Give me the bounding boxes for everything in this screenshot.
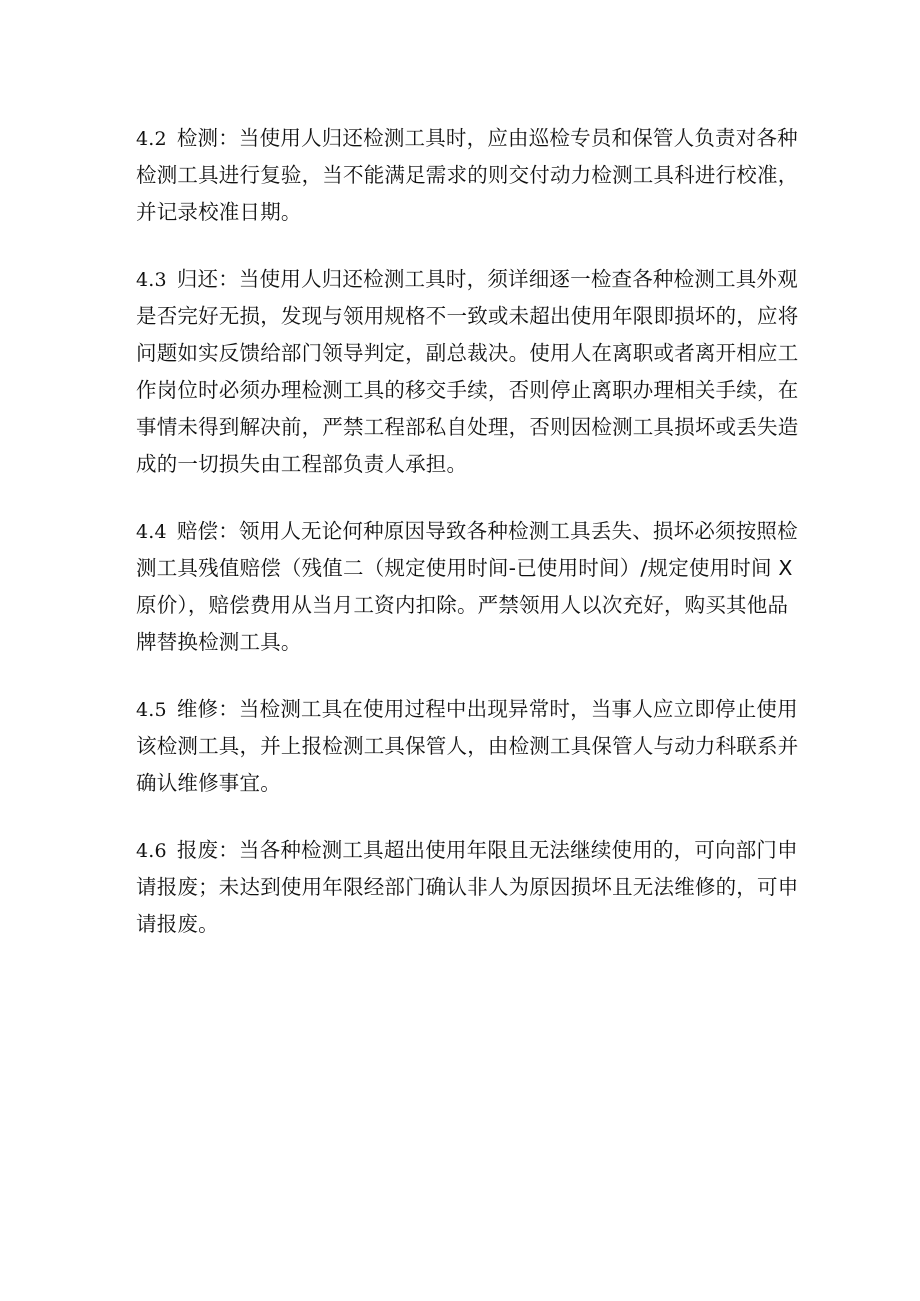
section-line: 请报废。 bbox=[136, 912, 219, 936]
section-line: 成的一切损失由工程部负责人承担。 bbox=[136, 452, 468, 476]
document-body bbox=[136, 120, 799, 973]
section-line bbox=[136, 261, 798, 298]
section-line: 是否完好无损，发现与领用规格不一致或未超出使用年限即损坏的，应将 bbox=[136, 304, 799, 328]
section-line bbox=[136, 691, 798, 728]
section-4-2 bbox=[136, 120, 799, 231]
section-text: 报废：当各种检测工具超出使用年限且无法继续使用的，可向部门申 bbox=[176, 838, 798, 862]
section-number: 4.3 bbox=[136, 269, 167, 291]
section-line: 该检测工具，并上报检测工具保管人，由检测工具保管人与动力科联系并 bbox=[136, 734, 799, 758]
section-line: 并记录校准日期。 bbox=[136, 200, 302, 224]
section-line bbox=[136, 832, 798, 869]
section-text: 赔偿：领用人无论何种原因导致各种检测工具丢失、损坏必须按照检 bbox=[176, 519, 798, 543]
section-number: 4.4 bbox=[136, 521, 167, 543]
section-number: 4.6 bbox=[136, 840, 167, 862]
section-text: 归还：当使用人归还检测工具时，须详细逐一检查各种检测工具外观 bbox=[176, 267, 798, 291]
section-4-6 bbox=[136, 832, 799, 943]
section-line bbox=[136, 513, 798, 550]
section-line: 原价），赔偿费用从当月工资内扣除。严禁领用人以次充好，购买其他品 bbox=[136, 593, 789, 617]
section-line: 牌替换检测工具。 bbox=[136, 630, 302, 654]
section-4-5 bbox=[136, 691, 799, 802]
section-number: 4.5 bbox=[136, 699, 167, 721]
section-line: 测工具残值赔偿（残值二（规定使用时间-已使用时间）/规定使用时间 X bbox=[136, 556, 793, 580]
section-line: 请报废；未达到使用年限经部门确认非人为原因损坏且无法维修的，可申 bbox=[136, 875, 799, 899]
section-text: 维修：当检测工具在使用过程中出现异常时，当事人应立即停止使用 bbox=[176, 697, 798, 721]
section-line: 作岗位时必须办理检测工具的移交手续，否则停止离职办理相关手续，在 bbox=[136, 378, 799, 402]
section-line: 检测工具进行复验，当不能满足需求的则交付动力检测工具科进行校准， bbox=[136, 163, 799, 187]
section-4-3 bbox=[136, 261, 799, 483]
section-4-4 bbox=[136, 513, 798, 661]
section-line: 事情未得到解决前，严禁工程部私自处理，否则因检测工具损坏或丢失造 bbox=[136, 415, 799, 439]
section-line bbox=[136, 120, 798, 157]
section-number: 4.2 bbox=[136, 128, 167, 150]
section-line: 问题如实反馈给部门领导判定，副总裁决。使用人在离职或者离开相应工 bbox=[136, 341, 799, 365]
section-text: 检测：当使用人归还检测工具时，应由巡检专员和保管人负责对各种 bbox=[176, 126, 798, 150]
section-line: 确认维修事宜。 bbox=[136, 771, 281, 795]
